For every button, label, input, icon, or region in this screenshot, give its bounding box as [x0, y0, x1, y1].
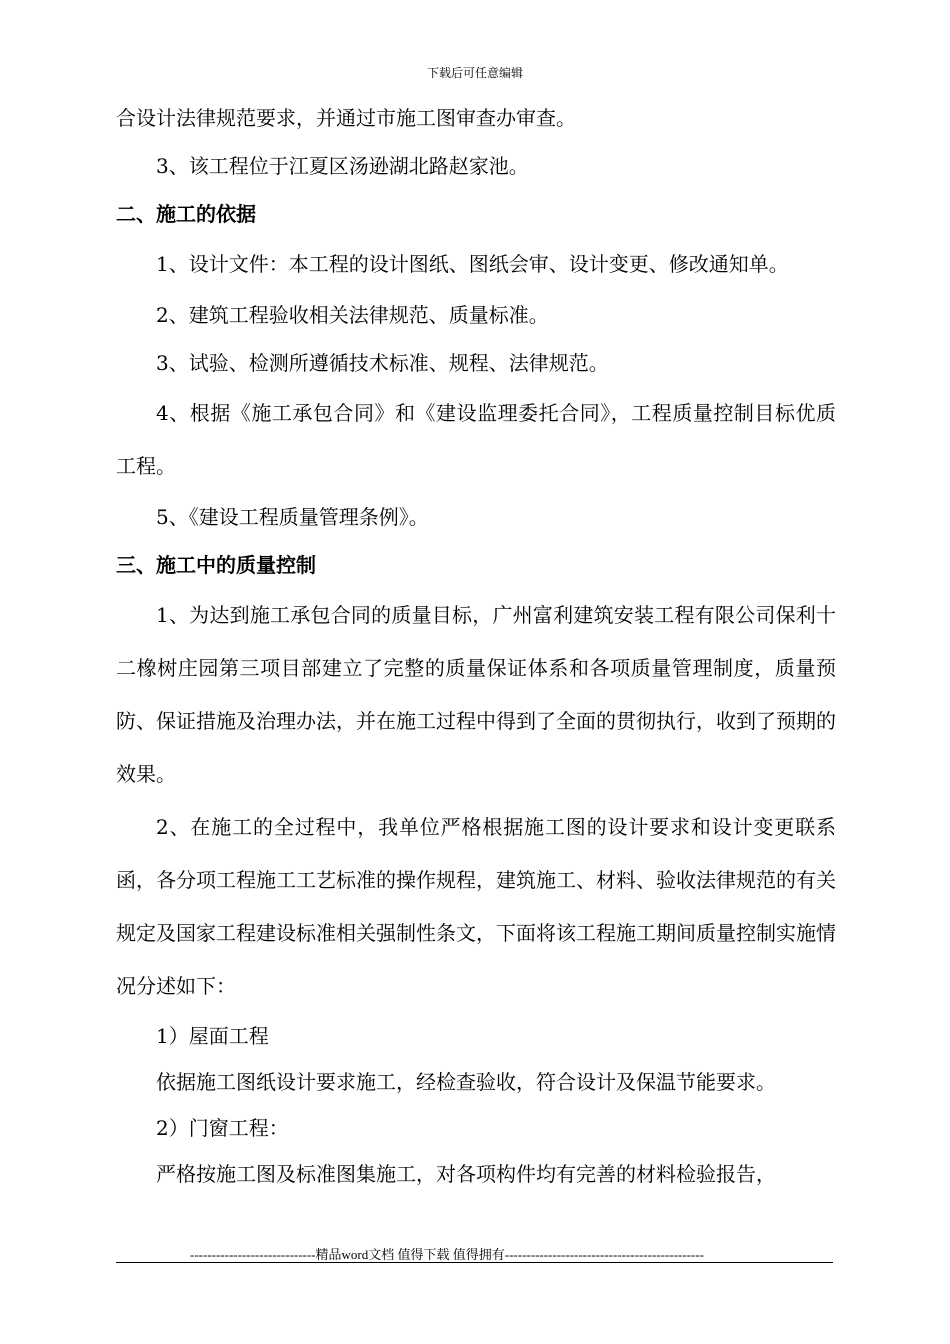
- paragraph-window: 严格按施工图及标准图集施工，对各项构件均有完善的材料检验报告，: [156, 1162, 776, 1186]
- document-body: [116, 94, 836, 1197]
- paragraph-basis-3: 3、试验、检测所遵循技术标准、规程、法律规范。: [156, 351, 609, 375]
- subheading-window: 2）门窗工程：: [156, 1116, 289, 1140]
- paragraph-basis-2: 2、建筑工程验收相关法律规范、质量标准。: [156, 303, 549, 327]
- footer-divider: [116, 1262, 833, 1263]
- paragraph-quality-1: 1、为达到施工承包合同的质量目标，广州富利建筑安装工程有限公司保利十二橡树庄园第三项目部建立了完整的质量保证体系和各项质量管理制度，质量预防、保证措施及治理办法，并在施工过程中得到了全面的贯彻执行，收到了预期的效果。: [116, 603, 836, 786]
- page-footer: -----------------------------精品word文档 值得下载 值得拥有----------------------------------------------: [190, 1247, 704, 1262]
- page-header: 下载后可任意编辑: [426, 66, 523, 80]
- paragraph-basis-1: 1、设计文件：本工程的设计图纸、图纸会审、设计变更、修改通知单。: [156, 252, 789, 276]
- section-heading-quality: 三、施工中的质量控制: [116, 553, 316, 577]
- subheading-roof: 1）屋面工程: [156, 1024, 269, 1048]
- section-heading-basis: 二、施工的依据: [116, 202, 256, 226]
- paragraph-basis-5: 5、《建设工程质量管理条例》。: [156, 505, 429, 529]
- paragraph-line: 合设计法律规范要求，并通过市施工图审查办审查。: [116, 106, 576, 130]
- paragraph-location: 3、该工程位于江夏区汤逊湖北路赵家池。: [156, 154, 529, 178]
- paragraph-roof: 依据施工图纸设计要求施工，经检查验收，符合设计及保温节能要求。: [156, 1070, 776, 1094]
- paragraph-quality-2: 2、在施工的全过程中，我单位严格根据施工图的设计要求和设计变更联系函，各分项工程施工工艺标准的操作规程，建筑施工、材料、验收法律规范的有关规定及国家工程建设标准相关强制性条文，下面将该工程施工期间质量控制实施情况分述如下：: [116, 815, 836, 998]
- paragraph-basis-4: 4、根据《施工承包合同》和《建设监理委托合同》，工程质量控制目标优质工程。: [116, 401, 836, 478]
